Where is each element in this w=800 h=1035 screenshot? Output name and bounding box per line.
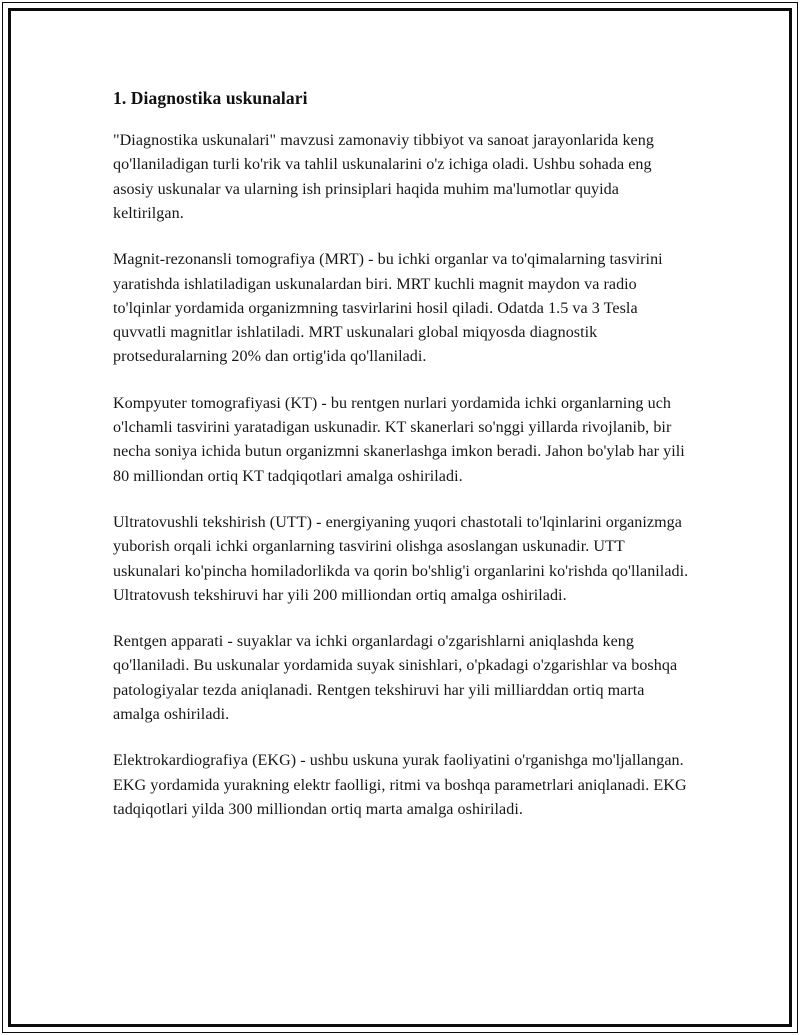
paragraph-intro: "Diagnostika uskunalari" mavzusi zamonaviy tibbiyot va sanoat jarayonlarida keng qo'llaniladigan turli ko'rik va tahlil uskunalarini o'z ichiga oladi. Ushbu sohada eng asosiy uskunalar va ularning ish prinsiplari haqida muhim ma'lumotlar quyida keltirilgan.: [113, 132, 654, 222]
page-border-outer: [2, 2, 798, 1033]
document-body: [113, 87, 691, 822]
paragraph-rentgen: Rentgen apparati - suyaklar va ichki organlardagi o'zgarishlarni aniqlashda keng qo'llaniladi. Bu uskunalar yordamida suyak sinishlari, o'pkadagi o'zgarishlar va boshqa patologiyalar tezda aniqlanadi. Rentgen tekshiruvi har yili milliarddan ortiq marta amalga oshiriladi.: [113, 633, 678, 724]
paragraph-ekg: Elektrokardiografiya (EKG) - ushbu uskuna yurak faoliyatini o'rganishga mo'ljallangan. EKG yordamida yurakning elektr faolligi, ritmi va boshqa parametrlari aniqlanadi. EKG tadqiqotlari yilda 300 milliondan ortiq marta amalga oshiriladi.: [113, 752, 687, 818]
paragraph-utt: Ultratovushli tekshirish (UTT) - energiyaning yuqori chastotali to'lqinlarini organizmga yuborish orqali ichki organlarning tasvirini olishga asoslangan uskunadir. UTT uskunalari ko'pincha homiladorlikda va qorin bo'shlig'i organlarini ko'rishda qo'llaniladi. Ultratovush tekshiruvi har yili 200 milliondan ortiq amalga oshiriladi.: [113, 513, 689, 604]
paragraph-kt: Kompyuter tomografiyasi (KT) - bu rentgen nurlari yordamida ichki organlarning uch o'lchamli tasvirini yaratadigan uskunadir. KT skanerlari so'nggi yillarda rivojlanib, bir necha soniya ichida butun organizmni skanerlashga imkon beradi. Jahon bo'ylab har yili 80 milliondan ortiq KT tadqiqotlari amalga oshiriladi.: [113, 394, 685, 485]
page-title: 1. Diagnostika uskunalari: [113, 88, 308, 108]
paragraph-mrt: Magnit-rezonansli tomografiya (MRT) - bu ichki organlar va to'qimalarning tasvirini yaratishda ishlatiladigan uskunalardan biri. MRT kuchli magnit maydon va radio to'lqinlar yordamida organizmning tasvirlarini hosil qiladi. Odatda 1.5 va 3 Tesla quvvatli magnitlar ishlatiladi. MRT uskunalari global miqyosda diagnostik protseduralarning 20% dan ortig'ida qo'llaniladi.: [113, 251, 663, 366]
